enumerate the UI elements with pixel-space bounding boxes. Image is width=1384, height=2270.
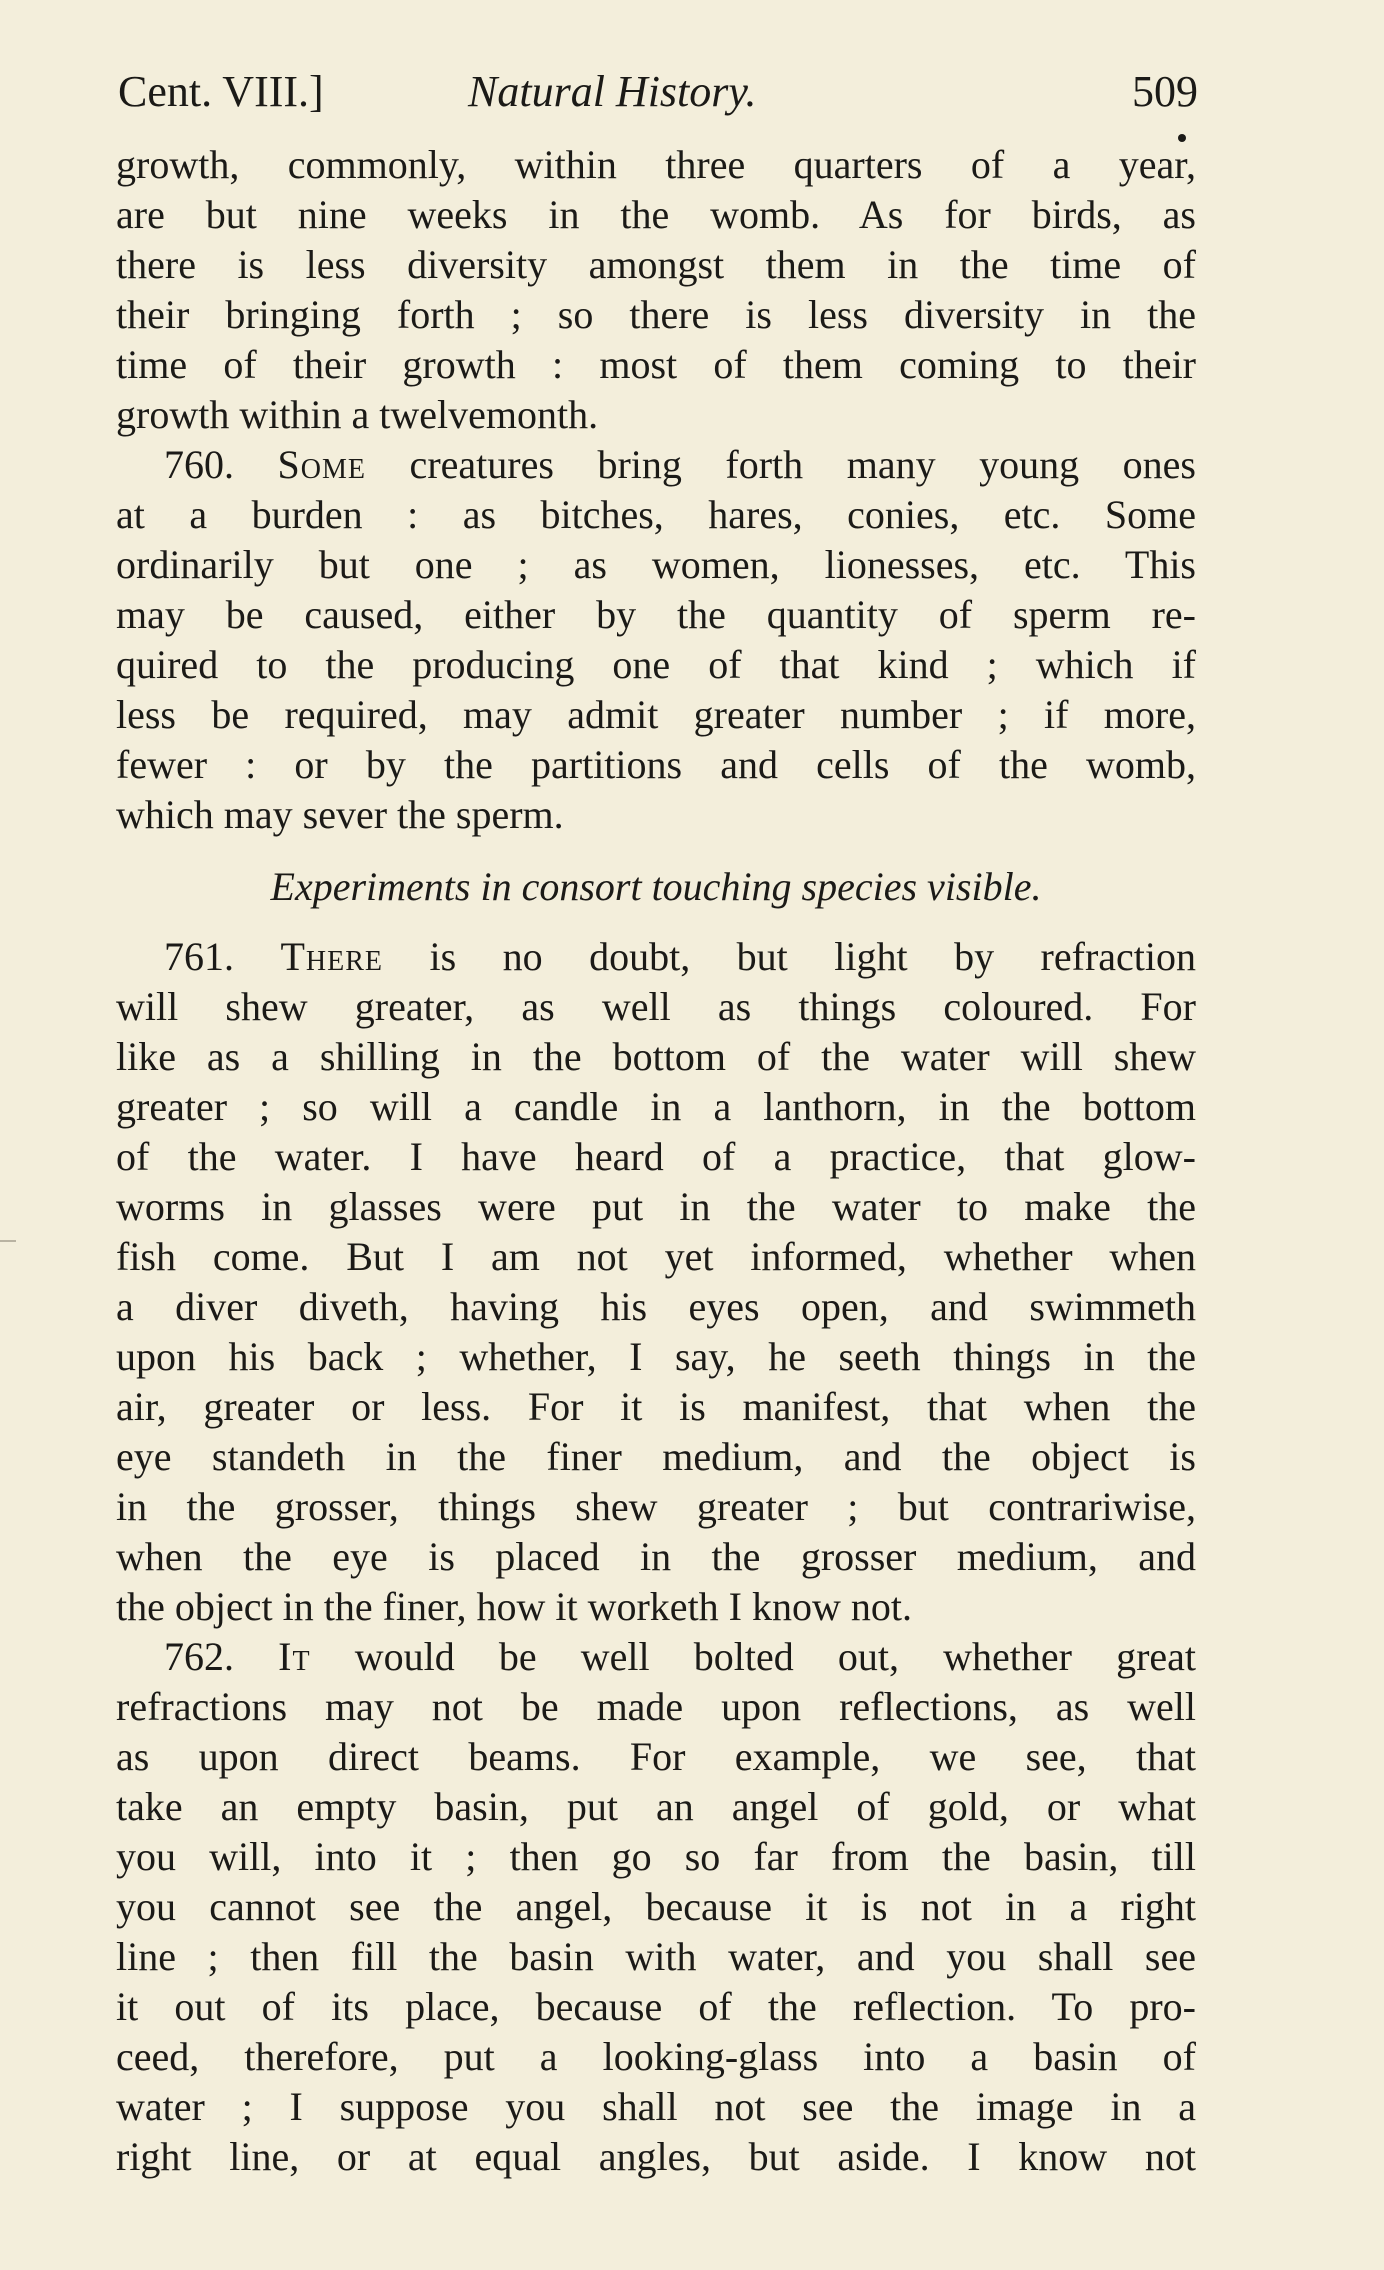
text-line: water ; I suppose you shall not see the image in a <box>116 2084 1196 2129</box>
text-line: growth within a twelvemonth. <box>116 392 599 437</box>
section-lead-word: There <box>280 934 384 979</box>
text-line: you cannot see the angel, because it is not in a right <box>116 1884 1196 1929</box>
section-heading: Experiments in consort touching species visible. <box>270 864 1042 909</box>
text-line: fish come. But I am not yet informed, whether when <box>116 1234 1196 1279</box>
opening-paragraph <box>116 140 1196 440</box>
section-first-line <box>116 1632 1196 1682</box>
body-text <box>116 140 1196 2182</box>
running-head-left: Cent. VIII.] <box>118 67 324 116</box>
margin-mark <box>0 1240 16 1242</box>
section-760 <box>116 440 1196 840</box>
text-line: ordinarily but one ; as women, lionesses, etc. This <box>116 542 1196 587</box>
section-lead-word: Some <box>277 442 367 487</box>
text-line: when the eye is placed in the grosser medium, and <box>116 1534 1196 1579</box>
text-line: eye standeth in the finer medium, and the object is <box>116 1434 1196 1479</box>
section-first-rest: would be well bolted out, whether great <box>310 1634 1197 1679</box>
text-line: like as a shilling in the bottom of the water will shew <box>116 1034 1196 1079</box>
section-761 <box>116 932 1196 1632</box>
running-head-title: Natural History. <box>468 67 757 116</box>
text-line: quired to the producing one of that kind ; which if <box>116 642 1196 687</box>
text-line: as upon direct beams. For example, we see, that <box>116 1734 1196 1779</box>
text-line: refractions may not be made upon reflections, as well <box>116 1684 1196 1729</box>
text-line: upon his back ; whether, I say, he seeth things in the <box>116 1334 1196 1379</box>
section-number: 762. <box>164 1634 234 1679</box>
section-first-rest: creatures bring forth many young ones <box>366 442 1196 487</box>
text-line: will shew greater, as well as things coloured. For <box>116 984 1196 1029</box>
text-line: of the water. I have heard of a practice, that glow- <box>116 1134 1196 1179</box>
running-head <box>118 62 1198 122</box>
text-line: right line, or at equal angles, but aside. I know not <box>116 2134 1196 2179</box>
text-line: may be caused, either by the quantity of sperm re- <box>116 592 1196 637</box>
text-line: greater ; so will a candle in a lanthorn, in the bottom <box>116 1084 1196 1129</box>
section-first-line <box>116 932 1196 982</box>
text-line: are but nine weeks in the womb. As for birds, as <box>116 192 1196 237</box>
section-number: 760. <box>164 442 234 487</box>
text-line: line ; then fill the basin with water, and you shall see <box>116 1934 1196 1979</box>
text-line: worms in glasses were put in the water to make the <box>116 1184 1196 1229</box>
text-line: the object in the finer, how it worketh I know not. <box>116 1584 912 1629</box>
text-line: their bringing forth ; so there is less diversity in the <box>116 292 1196 337</box>
text-line: time of their growth : most of them coming to their <box>116 342 1196 387</box>
section-number: 761. <box>164 934 234 979</box>
page-number: 509 <box>1132 67 1198 116</box>
section-lead-word: It <box>278 1634 311 1679</box>
text-line: which may sever the sperm. <box>116 792 564 837</box>
text-line: growth, commonly, within three quarters of a year, <box>116 142 1196 187</box>
text-line: you will, into it ; then go so far from the basin, till <box>116 1834 1196 1879</box>
section-first-line <box>116 440 1196 490</box>
text-line: a diver diveth, having his eyes open, and swimmeth <box>116 1284 1196 1329</box>
text-line: at a burden : as bitches, hares, conies, etc. Some <box>116 492 1196 537</box>
text-line: less be required, may admit greater number ; if more, <box>116 692 1196 737</box>
text-line: ceed, therefore, put a looking-glass into a basin of <box>116 2034 1196 2079</box>
text-line: air, greater or less. For it is manifest, that when the <box>116 1384 1196 1429</box>
section-762 <box>116 1632 1196 2182</box>
section-first-rest: is no doubt, but light by refraction <box>383 934 1196 979</box>
text-line: take an empty basin, put an angel of gold, or what <box>116 1784 1196 1829</box>
text-line: in the grosser, things shew greater ; but contrariwise, <box>116 1484 1196 1529</box>
text-line: it out of its place, because of the reflection. To pro- <box>116 1984 1196 2029</box>
text-line: fewer : or by the partitions and cells of the womb, <box>116 742 1196 787</box>
text-line: there is less diversity amongst them in the time of <box>116 242 1196 287</box>
